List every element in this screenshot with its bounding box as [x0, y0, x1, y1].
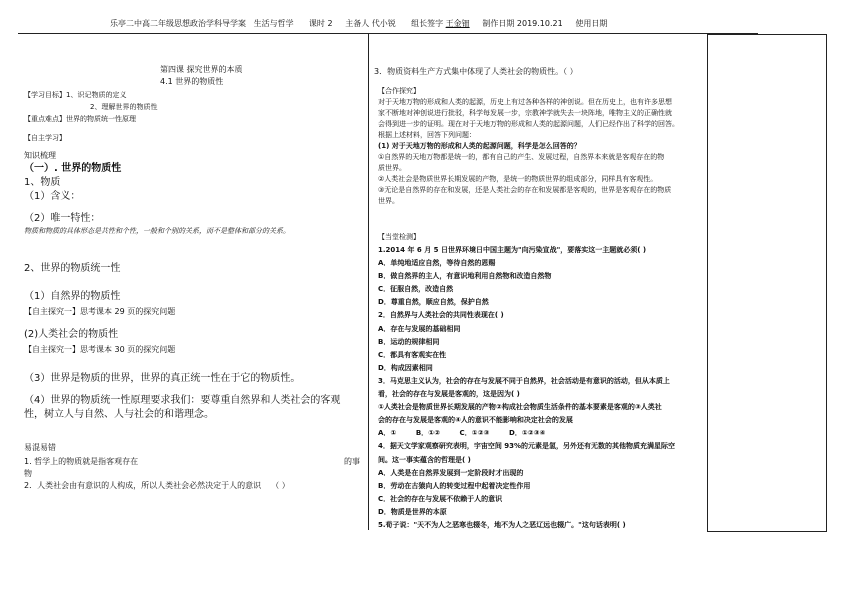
- cooperation-heading: 【合作探究】: [378, 87, 420, 95]
- test-line: C．社会的存在与发展不依赖于人的意识: [378, 494, 503, 503]
- cooperation-line: 会得到进一步的证明。现在对于天地万物的形成和人类的起源问题，人们已经作出了科学的回答。: [378, 120, 679, 128]
- question-1-end: 物: [24, 469, 32, 478]
- self-study-label: 【自主学习】: [24, 134, 66, 142]
- question-2-text: 2．人类社会由有意识的人构成，所以人类社会必然决定于人的意识: [24, 481, 262, 490]
- test-line: D．构成因素相同: [378, 363, 433, 372]
- test-line: 3．马克思主义认为，社会的存在与发展不同于自然界，社会活动是有意识的活动，但从本质上: [378, 376, 670, 385]
- test-line: A．单纯地适应自然，等待自然的恩赐: [378, 259, 496, 268]
- answer-line: 质世界。: [378, 164, 406, 172]
- header-leader-label: 组长签字: [411, 19, 444, 28]
- goals-label: 【学习目标】: [24, 91, 66, 99]
- test-line: C．都具有客观实在性: [378, 350, 447, 359]
- question-2-paren: （ ）: [271, 481, 290, 490]
- goal-1: 1、识记物质的定义: [66, 91, 127, 99]
- cooperation-text: [378, 97, 703, 207]
- question-2: [24, 480, 290, 492]
- test-line: 5.荀子说："天不为人之恶寒也辍冬，地不为人之恶辽远也辍广。"这句话表明( ): [378, 520, 626, 529]
- question-1-text: 1. 哲学上的物质就是指客观存在: [24, 457, 139, 466]
- cooperation-question: (1) 对于天地万物的形成和人类的起源问题，科学是怎么回答的？: [378, 142, 581, 150]
- confuse-heading: 易混易错: [24, 443, 56, 452]
- header-lesson-no: 课时 2: [308, 19, 333, 28]
- question-1: [24, 456, 364, 468]
- test-line: 会的存在与发展是客观的④人的意识不能影响和决定社会的发展: [378, 416, 573, 425]
- section-title: 4.1 世界的物质性: [160, 77, 224, 86]
- test-line: B．劳动在古猿向人的转变过程中起着决定性作用: [378, 481, 531, 490]
- cooperation-line: 家不断地对神创说进行批驳，科学每发展一步，宗教神学就失去一块阵地，唯物主义的正确性就: [378, 109, 672, 117]
- question-1-tail: 的事: [344, 457, 360, 466]
- item-1a: （1）含义：: [24, 191, 81, 202]
- lesson-title: 第四课 探究世界的本质: [160, 65, 243, 74]
- test-line: 看，社会的存在与发展是客观的，这是因为( ): [378, 390, 520, 399]
- test-line: C．征服自然，改造自然: [378, 285, 454, 294]
- column-divider: [368, 34, 369, 530]
- learning-goals: [24, 90, 126, 101]
- item-2a: （1）自然界的物质性: [24, 291, 121, 302]
- answer-line: 世界。: [378, 197, 399, 205]
- test-line: 2．自然界与人类社会的共同性表现在( ): [378, 311, 504, 320]
- header-host: 主备人 代小锐: [345, 19, 396, 28]
- explore-2: 【自主探究一】思考课本 30 页的探究问题: [24, 345, 176, 354]
- item-2c: （3）世界是物质的世界，世界的真正统一性在于它的物质性。: [24, 373, 301, 384]
- answer-line: ②人类社会是物质世界长期发展的产物，是统一的物质世界的组成部分，同样具有客观性。: [378, 175, 658, 183]
- part-1-heading: （一）. 世界的物质性: [24, 163, 122, 174]
- header-course: 生活与哲学: [253, 19, 294, 28]
- test-line: B．做自然界的主人，有意识地利用自然物和改造自然物: [378, 272, 552, 281]
- item-2d: （4）世界的物质统一性原理要求我们：要尊重自然界和人类社会的客观: [24, 395, 341, 406]
- cooperation-line: 根据上述材料，回答下列问题：: [378, 131, 476, 139]
- test-questions: [378, 244, 703, 532]
- test-line: B．运动的规律相同: [378, 337, 440, 346]
- item-2-heading: 2、世界的物质统一性: [24, 263, 121, 274]
- key-points: 【重点难点】世界的物质统一性原理: [24, 115, 136, 123]
- test-line: D．尊重自然，顺应自然，保护自然: [378, 298, 489, 307]
- explore-1: 【自主探究一】思考课本 29 页的探究问题: [24, 307, 176, 316]
- test-line: ①人类社会是物质世界长期发展的产物②构成社会物质生活条件的基本要素是客观的③人类社: [378, 403, 662, 412]
- italic-note: 物质和物质的具体形态是共性和个性，一般和个别的关系，而不是整体和部分的关系。: [24, 227, 290, 235]
- header-made-date: 制作日期 2019.10.21: [482, 19, 563, 28]
- item-1-heading: 1、物质: [24, 177, 61, 188]
- test-line: A．① B．①② C．①②③ D．①②③④: [378, 429, 546, 438]
- knowledge-heading: 知识梳理: [24, 151, 56, 160]
- page-header: [110, 18, 750, 30]
- test-line: A．人类是在自然界发展到一定阶段时才出现的: [378, 468, 524, 477]
- cooperation-line: 对于天地万物的形成和人类的起源，历史上有过各种各样的神创说。但在历史上，也有许多思想: [378, 98, 672, 106]
- header-use-date: 使用日期: [575, 19, 608, 28]
- test-line: 间。这一事实蕴含的哲理是( ): [378, 455, 471, 464]
- header-school: 乐亭二中高二年级思想政治学科导学案: [110, 19, 246, 28]
- question-3: 3．物质资料生产方式集中体现了人类社会的物质性。（ ）: [374, 67, 578, 76]
- goal-2: 2、理解世界的物质性: [90, 103, 158, 111]
- test-line: 1.2014 年 6 月 5 日世界环境日中国主题为"向污染宣战"，要落实这一主题就必须( ): [378, 246, 647, 254]
- test-line: A．存在与发展的基础相同: [378, 324, 461, 333]
- test-line: D．物质是世界的本原: [378, 507, 447, 516]
- item-1b: （2）唯一特性：: [24, 213, 101, 224]
- answer-line: ①自然界的天地万物都是统一的，都有自己的产生、发展过程，自然界本来就是客观存在的物: [378, 153, 665, 161]
- test-line: 4．据天文学家观察研究表明，宇宙空间 93%的元素是氢，另外还有无数的其他物质充满星际空: [378, 442, 676, 451]
- header-rule: [18, 33, 758, 34]
- item-2d-continued: 性，树立人与自然、人与社会的和谐理念。: [24, 409, 214, 420]
- header-leader-name: 王金钿: [445, 19, 470, 28]
- answer-line: ③无论是自然界的存在和发展，还是人类社会的存在和发展都是客观的，世界是客观存在的物质: [378, 186, 672, 194]
- check-heading: 【当堂检测】: [378, 233, 420, 241]
- item-2b: (2)人类社会的物质性: [24, 329, 119, 340]
- notes-box: [707, 34, 827, 532]
